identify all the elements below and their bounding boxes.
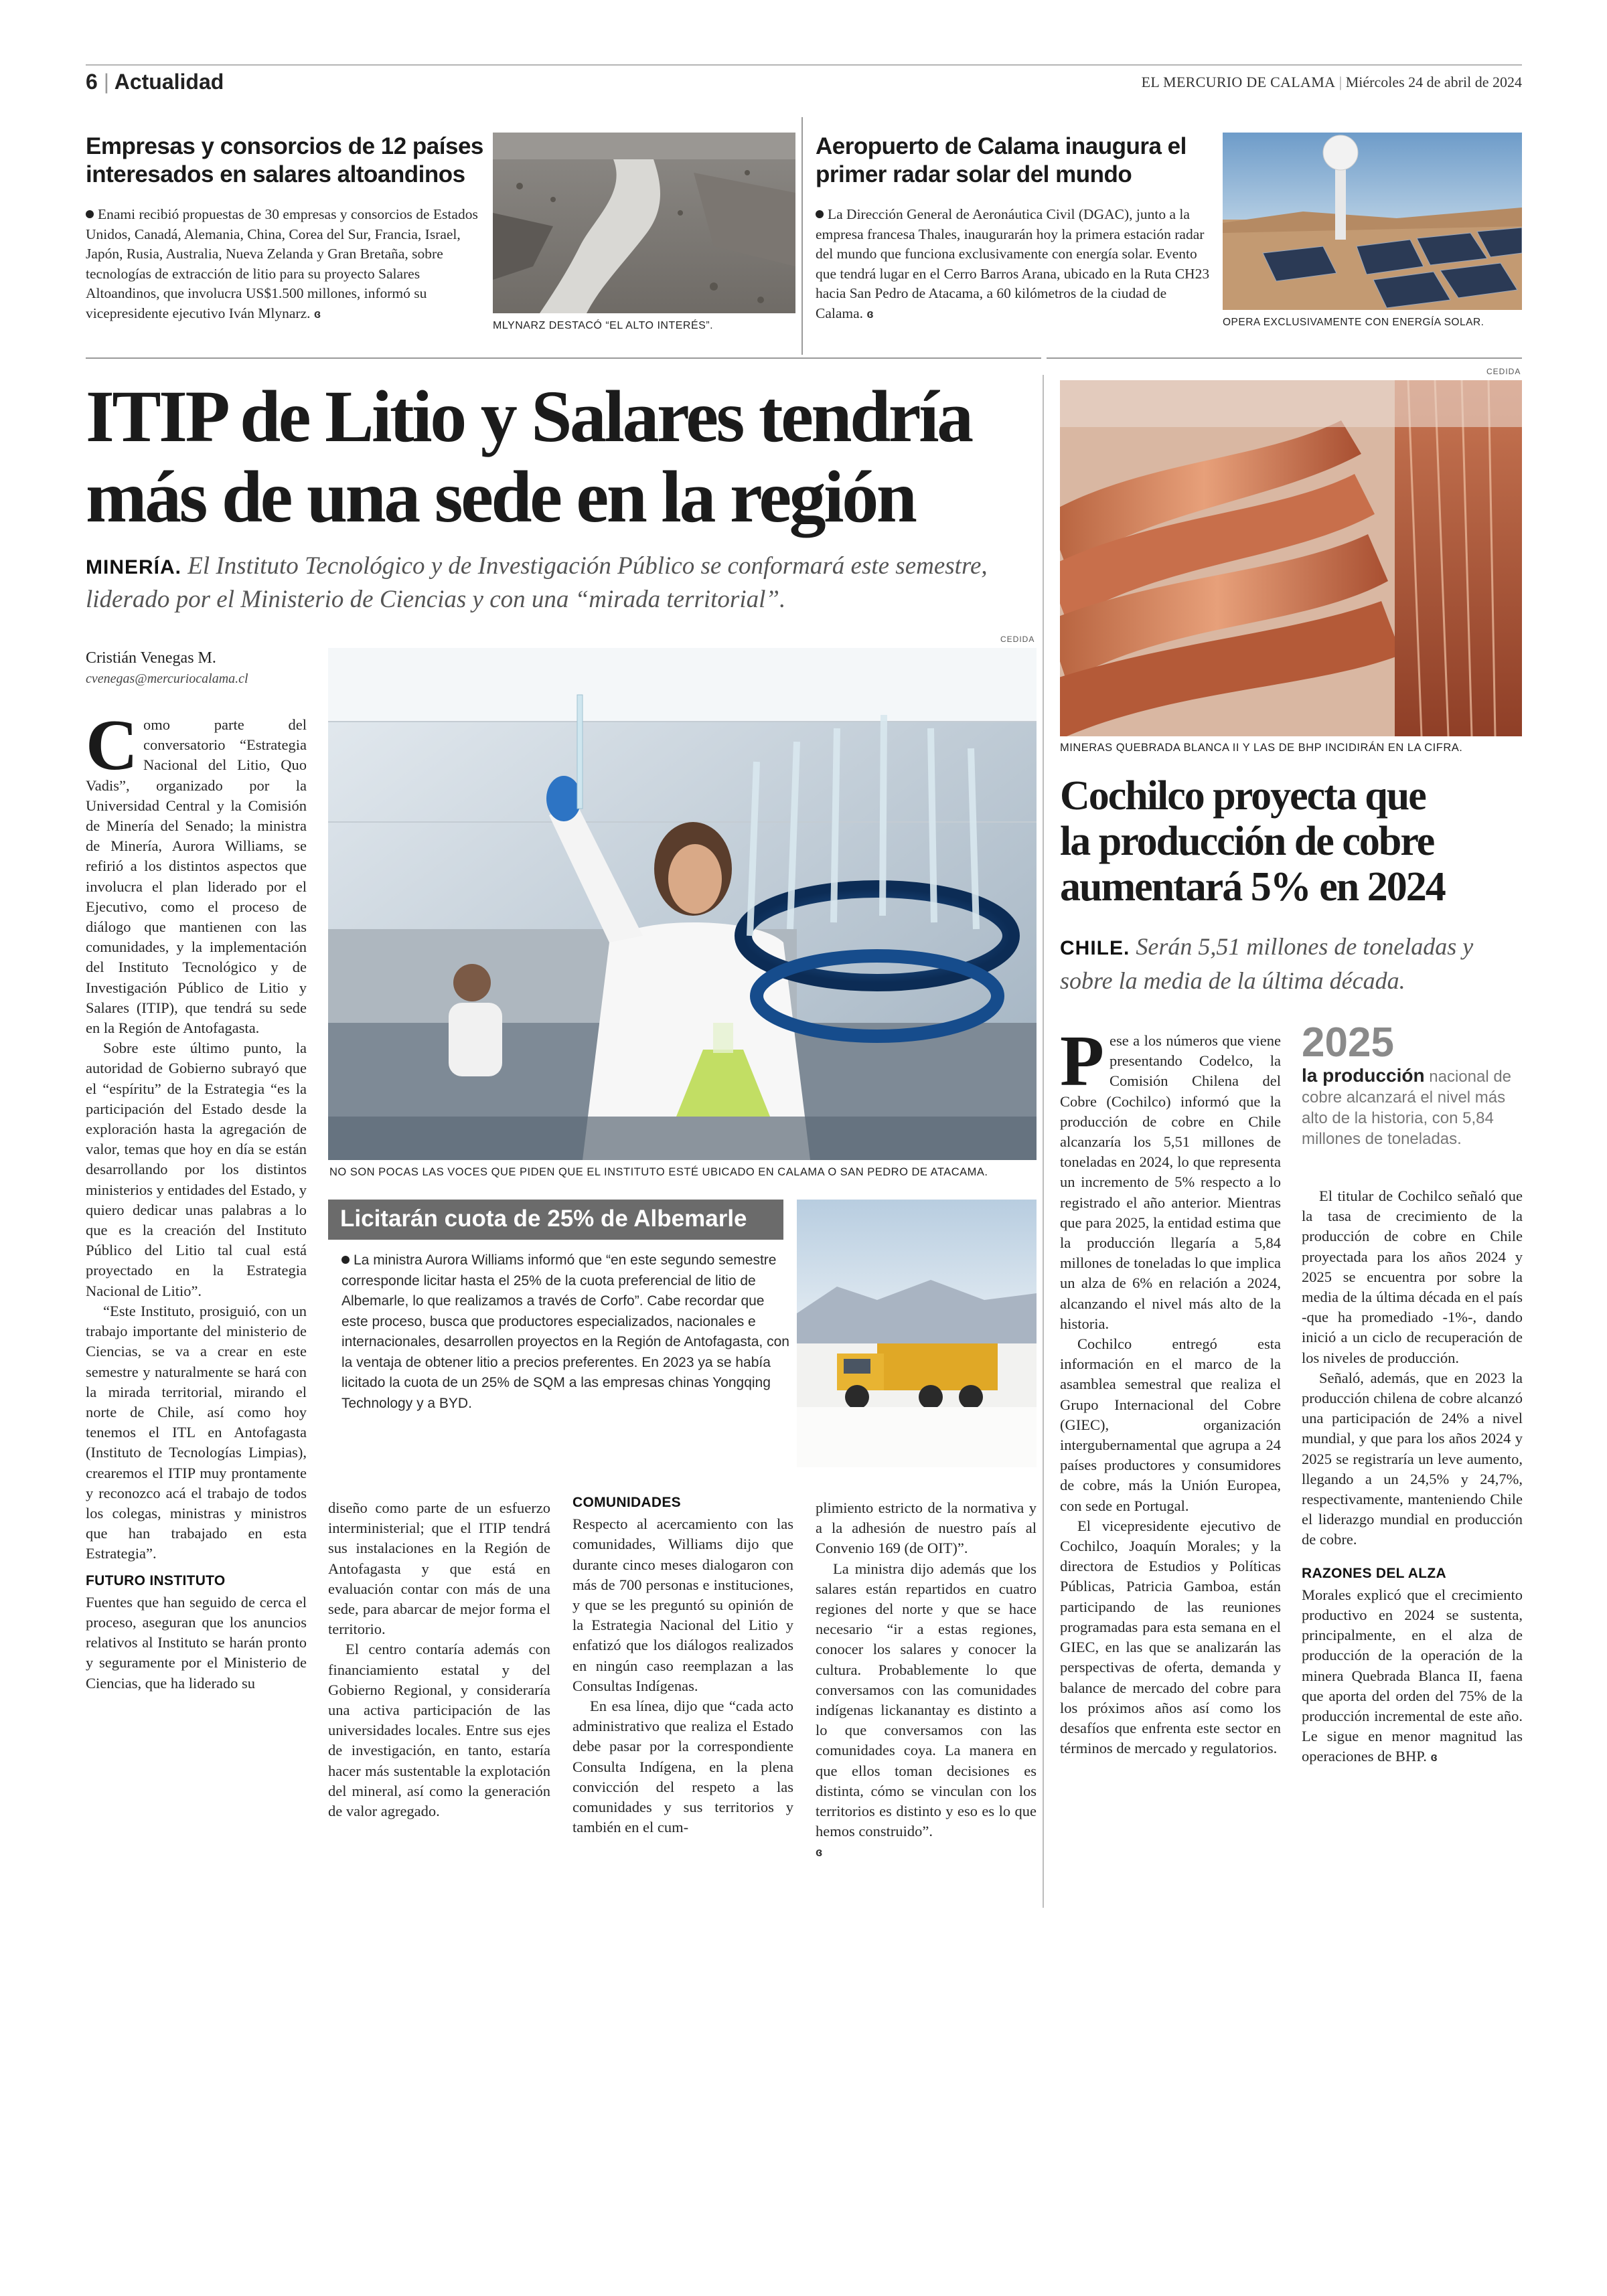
photo-radar (1223, 133, 1522, 310)
subhead-razones-del-alza: RAZONES DEL ALZA (1302, 1565, 1446, 1581)
brief-salares-caption: MLYNARZ DESTACÓ “EL ALTO INTERÉS”. (493, 320, 714, 331)
cochilco-headline-line1: Cochilco proyecta que (1060, 773, 1426, 819)
cochilco-headline-line2: la producción de cobre (1060, 819, 1434, 864)
photo-laboratory (328, 648, 1037, 1160)
photo-salt-truck (797, 1200, 1037, 1467)
brief-radar-caption: OPERA EXCLUSIVAMENTE CON ENERGÍA SOLAR. (1223, 317, 1484, 328)
end-mark-icon: ɞ (313, 307, 321, 321)
cochilco-kicker: CHILE. (1060, 937, 1130, 959)
cochilco-headline (1060, 773, 1522, 910)
cochilco-lead-text: Serán 5,51 millones de toneladas y sobre la media de la última década. (1060, 933, 1474, 994)
stat-text: nacional de cobre alcanzará el nivel más alto de la historia, con 5,84 millones de toneladas. (1302, 1068, 1512, 1148)
main-lead (86, 550, 1037, 616)
brief-radar-title: Aeropuerto de Calama inaugura el primer radar solar del mundo (816, 133, 1187, 187)
cochilco-lead (1060, 930, 1522, 997)
brief-salares-body: Enami recibió propuestas de 30 empresas y consorcios de Estados Unidos, Canadá, Alemania, China, Corea del Sur, Francia, Israel, Japón, Rusia, Australia, Nueva Zelanda y Gran Bretaña, sobre tecnologías de extracción de litio para su proyecto Salares Altoandinos, que involucra US$1.500 millones, informó su vicepresidente ejecutivo Iván Mlynarz. ɞ (86, 206, 478, 321)
section-name: Actualidad (114, 70, 224, 94)
brief-radar-body: La Dirección General de Aeronáutica Civil (DGAC), junto a la empresa francesa Thales, inaugurarán hoy la primera estación radar del mundo que funciona exclusivamente con energía solar. Evento que tendrá lugar en el Cerro Barros Arana, ubicado en la Ruta CH23 hacia San Pedro de Atacama, a 60 kilómetros de la ciudad de Calama. ɞ (816, 206, 1210, 321)
main-headline-line1: ITIP de Litio y Salares tendría (86, 376, 972, 457)
cochilco-column-1: Pese a los números que viene presentando Codelco, la Comisión Chilena del Cobre (Cochilco) informó que la producción de cobre en Chile alcanzaría los 5,51 millones de toneladas en 2024, lo que representa un incremento de 5% respecto a lo registrado el año anterior. Mientras que para 2025, la entidad estima que la producción llegaría a 5,84 millones de toneladas lo que implica un alza de 6% en relación a 2024, alcanzando el nivel más alto de la historia. Cochilco entregó esta información en el marco de la asamblea semestral que realiza el Grupo Internacional del Cobre (GIEC), organización intergubernamental que agrupa a 24 países productores y consumidores de cobre, más la Unión Europea, con sede en Portugal. El vicepresidente ejecutivo de Cochilco, Joaquín Morales; y la directora de Estudios y Políticas Públicas, Patricia Gamboa, están participando de las reuniones programadas para esta semana en el GIEC, en las que se analizarán las perspectivas de oferta, demanda y balance de mercado del cobre para los próximos años así como los desafíos que enfrenta este sector en términos de mercado y regulatorios. (1060, 1021, 1281, 1757)
main-column-3: COMUNIDADES Respecto al acercamiento con las comunidades, Williams dijo que durante cinco meses dialogaron con más de 700 personas e instituciones, y que se les preguntó su opinión de la Estrategia Nacional del Litio y enfatizó que los diálogos realizados en ningún caso reemplazan a las Consultas Indígenas. En esa línea, dijo que “cada acto administrativo que realiza el Estado debe pasar por la correspondiente Consulta Indígena, en la plena convicción del respeto a las comunidades y sus territorios y también en el cum- (572, 1493, 793, 1837)
author-name: Cristián Venegas M. (86, 649, 216, 667)
main-kicker: MINERÍA. (86, 556, 181, 578)
main-photo-credit: CEDIDA (1000, 635, 1035, 644)
stat-year: 2025 (1302, 1019, 1394, 1066)
end-mark-icon: ɞ (816, 1846, 823, 1860)
stat-bold: la producción (1302, 1065, 1425, 1086)
bullet-icon (816, 210, 824, 218)
albemarle-box-title-bar (328, 1200, 783, 1240)
stat-callout (1302, 1021, 1523, 1149)
main-photo-caption: NO SON POCAS LAS VOCES QUE PIDEN QUE EL INSTITUTO ESTÉ UBICADO EN CALAMA O SAN PEDRO DE ATACAMA. (329, 1166, 988, 1178)
albemarle-box-title: Licitarán cuota de 25% de Albemarle (340, 1206, 747, 1232)
publication-name: EL MERCURIO DE CALAMA (1141, 74, 1336, 90)
photo-copper-cathodes (1060, 380, 1522, 736)
cochilco-photo-credit: CEDIDA (1486, 367, 1521, 376)
subhead-futuro-instituto: FUTURO INSTITUTO (86, 1572, 226, 1588)
byline (86, 649, 320, 687)
brief-radar (816, 133, 1522, 353)
bullet-icon (86, 210, 94, 218)
bullet-icon (341, 1256, 350, 1264)
author-email[interactable]: cvenegas@mercuriocalama.cl (86, 671, 248, 686)
dropcap-p: P (1060, 1021, 1104, 1101)
publication-date: Miércoles 24 de abril de 2024 (1345, 74, 1522, 90)
subhead-comunidades: COMUNIDADES (572, 1495, 681, 1510)
photo-salar (493, 133, 795, 313)
main-lead-text: El Instituto Tecnológico y de Investigación Público se conformará este semestre, liderado por el Ministerio de Ciencias y con una “mirada territorial”. (86, 552, 988, 613)
page-number: 6 (86, 70, 98, 94)
main-column-4: plimiento estricto de la normativa y a la adhesión de nuestro país al Convenio 169 (de OIT)”. La ministra dijo además que los salares están repartidos en cuatro regiones del norte y que se hace necesario “ir a estas regiones, conocer los salares y conocer la cultura. Probablemente lo que conversamos con las comunidades indígenas lickanantay es distinto a lo que conversamos con las comunidades coya. La manera en que ellos toman decisiones es distinta, cómo se vinculan con los territorios es distinto y eso es lo que hemos construido”. ɞ (816, 1499, 1037, 1860)
cochilco-photo-caption: MINERAS QUEBRADA BLANCA II Y LAS DE BHP INCIDIRÁN EN LA CIFRA. (1060, 742, 1463, 754)
main-headline-line2: más de una sede en la región (86, 456, 915, 538)
end-mark-icon: ɞ (1430, 1750, 1438, 1765)
end-mark-icon: ɞ (866, 307, 874, 321)
main-column-2: diseño como parte de un esfuerzo interministerial; que el ITIP tendrá sus instalaciones en la Región de Antofagasta y que está en evaluación contar con más de una sede, para abarcar de mejor forma el territorio. El centro contaría además con financiamiento estatal y del Gobierno Regional, y consideraría una activa participación de las universidades locales. Entre sus ejes de investigación, en tanto, estaría hacer más sustentable la explotación del mineral, así como la generación de valor agregado. (328, 1499, 550, 1820)
main-column-1: Como parte del conversatorio “Estrategia Nacional del Litio, Quo Vadis”, organizado por la Universidad Central y la Comisión de Minería del Senado; la ministra de Minería, Aurora Williams, se refirió a los distintos aspectos que involucra el plan liderado por el Ejecutivo, como el proceso de diálogo que mantienen con las comunidades, y la implementación del Instituto Tecnológico y de Investigación Público de Litio y Salares (ITIP), que tendrá su sede en la Región de Antofagasta. Sobre este último punto, la autoridad de Gobierno subrayó que el “espíritu” de la Estrategia “es la participación del Estado desde la exploración hasta la agregación de valor, temas que hoy en día se están desarrollando por los distintos ministerios y entidades del Estado, y quiero dedicar unas palabras a lo que es la creación del Instituto Público del Litio tal cual está proyectado en la Estrategia Nacional de Litio”. “Este Instituto, prosiguió, con un trabajo importante del ministerio de Ciencias, se va a crear en este semestre y naturalmente se hará con la mirada territorial, mirando el norte de Chile, así como hoy tenemos el ITL en Antofagasta (Instituto de Tecnologías Limpias), crearemos el ITIP muy prontamente y reconozco acá el trabajo de todos los colegas, ministras y ministros que han trabajado en esta Estrategia”. FUTURO INSTITUTO Fuentes que han seguido de cerca el proceso, aseguran que los anuncios relativos al Instituto se harán pronto y seguramente por el Ministerio de Ciencias, que ha liderado su (86, 706, 307, 1692)
page-header: 6 | Actualidad EL MERCURIO DE CALAMA | Miércoles 24 de abril de 2024 (86, 64, 1522, 103)
albemarle-box-body: La ministra Aurora Williams informó que “en este segundo semestre corresponde licitar hasta el 25% de la cuota preferencial de litio de Albemarle, lo que realizamos a través de Corfo”. Cabe recordar que este proceso, busca que productores especializados, nacionales e internacionales, desarrollen proyectos en la Región de Antofagasta, con la ventaja de obtener litio a precios preferentes. En 2023 ya se había licitado la cuota de un 25% de SQM a las empresas chinas Yongqing Technology y a BYD. (341, 1252, 789, 1411)
brief-salares (86, 133, 795, 353)
albemarle-box (328, 1200, 797, 1467)
main-headline (86, 376, 1037, 537)
cochilco-headline-line3: aumentará 5% en 2024 (1060, 864, 1445, 910)
dropcap-c: C (86, 706, 138, 785)
cochilco-column-2: El titular de Cochilco señaló que la tasa de crecimiento de la producción de cobre en Chile proyectada para los años 2024 y 2025 se encuentra por sobre la media de la última década en el país -que ha promediado -1%-, dando inició a un ciclo de recuperación de los niveles de producción. Señaló, además, que en 2023 la producción chilena de cobre alcanzó una participación de 24% a nivel mundial, y que para los años 2024 y 2025 se registraría un leve aumento, llegando a un 24,5% y 24,7%, respectivamente, manteniendo Chile el liderazgo mundial en producción de cobre. RAZONES DEL ALZA Morales explicó que el crecimiento productivo en 2024 se sustenta, principalmente, en el alza de producción de la operación de la minera Quebrada Blanca II, faena que aporta del orden del 75% de la producción incremental de este año. Le sigue en menor magnitud las operaciones de BHP. ɞ (1302, 1187, 1523, 1765)
brief-salares-title: Empresas y consorcios de 12 países interesados en salares altoandinos (86, 133, 483, 187)
